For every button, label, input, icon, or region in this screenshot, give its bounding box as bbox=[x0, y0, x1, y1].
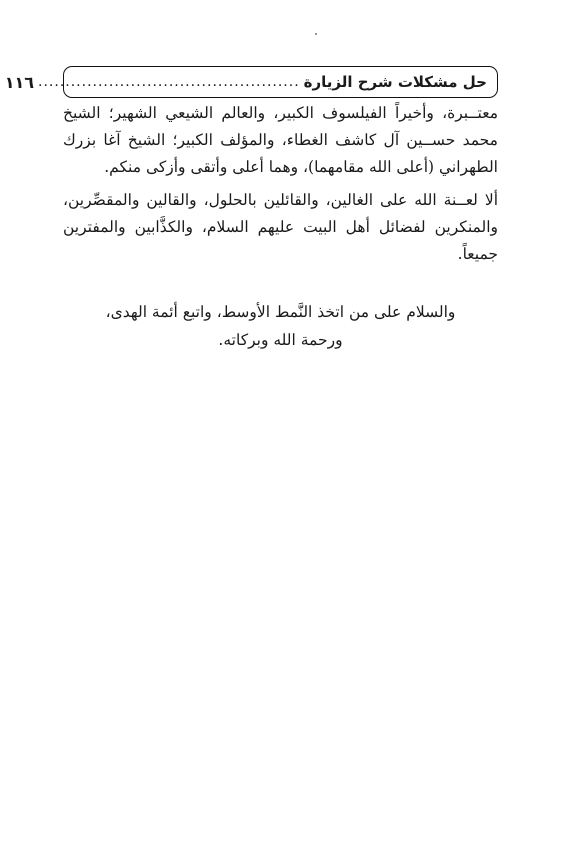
running-header bbox=[4, 66, 498, 98]
header-title: حل مشكلات شرح الزيارة bbox=[303, 73, 487, 91]
header-leader-dots: ................................................ bbox=[38, 74, 300, 90]
main-text bbox=[63, 100, 498, 274]
paragraph-1: معتــبرة، وأخيراً الفيلسوف الكبير، والعالم الشيعي الشهير؛ الشيخ محمد حســين آل كاشف الغطاء، والمؤلف الكبير؛ الشيخ آغا بزرك الطهراني (أعلى الله مقامهما)، وهما أعلى وأتقى وأزكى منكم. bbox=[63, 104, 498, 176]
paragraph-2: ألا لعــنة الله على الغالين، والقائلين بالحلول، والقالين والمقصِّرين، والمنكرين لفضائل أهل البيت عليهم السلام، والكذَّابين والمفترين جميعاً. bbox=[63, 191, 498, 263]
closing-line-2: ورحمة الله وبركاته. bbox=[218, 331, 343, 349]
closing-salutation bbox=[63, 298, 498, 354]
closing-line-1: والسلام على من اتخذ النَّمط الأوسط، واتبع أئمة الهدى، bbox=[105, 303, 456, 321]
page-speck bbox=[315, 33, 317, 35]
page-number: ١١٦ bbox=[4, 72, 35, 92]
